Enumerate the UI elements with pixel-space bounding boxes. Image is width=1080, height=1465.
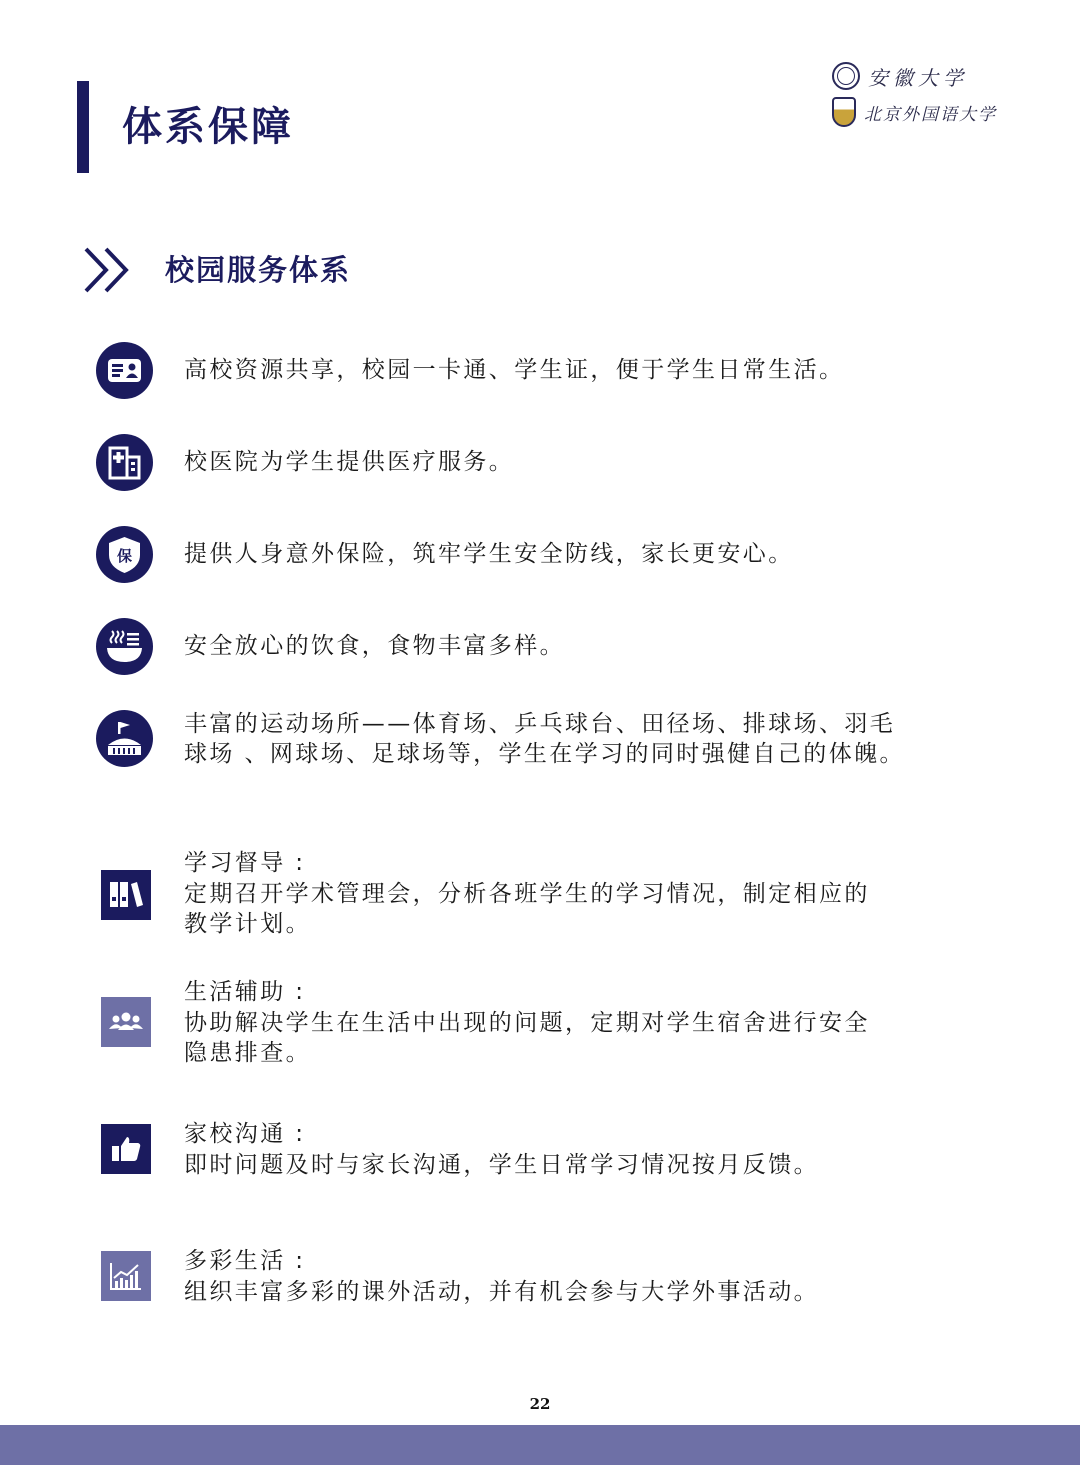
support-activities-heading: 多彩生活 : bbox=[184, 1248, 306, 1274]
logo-bfsu-text: 北京外国语大学 bbox=[864, 104, 997, 125]
footer-band bbox=[0, 1425, 1080, 1465]
title-accent-bar bbox=[77, 81, 89, 173]
double-chevron-icon bbox=[82, 245, 134, 295]
svg-text:保: 保 bbox=[116, 547, 133, 565]
support-study-line1: 定期召开学术管理会，分析各班学生的学习情况，制定相应的 bbox=[184, 880, 870, 907]
id-card-icon bbox=[96, 342, 153, 399]
service-item-insurance: 提供人身意外保险，筑牢学生安全防线，家长更安心。 bbox=[184, 541, 794, 567]
support-family-heading: 家校沟通 : bbox=[184, 1121, 306, 1147]
page-title: 体系保障 bbox=[122, 104, 294, 150]
support-study bbox=[184, 848, 984, 940]
books-icon bbox=[101, 870, 151, 920]
logo-bfsu bbox=[832, 94, 1012, 130]
seal-icon bbox=[832, 62, 860, 90]
support-life-line1: 协助解决学生在生活中出现的问题，定期对学生宿舍进行安全 bbox=[184, 1009, 870, 1036]
support-family-line1: 即时问题及时与家长沟通，学生日常学习情况按月反馈。 bbox=[184, 1151, 819, 1178]
support-activities bbox=[184, 1246, 984, 1307]
group-icon bbox=[101, 997, 151, 1047]
support-life-line2: 隐患排查。 bbox=[184, 1040, 311, 1066]
university-logos bbox=[832, 58, 1012, 130]
section-title: 校园服务体系 bbox=[165, 253, 352, 287]
stadium-icon bbox=[96, 710, 153, 767]
service-item-id-card: 高校资源共享，校园一卡通、学生证，便于学生日常生活。 bbox=[184, 357, 845, 383]
hospital-icon bbox=[96, 434, 153, 491]
support-study-line2: 教学计划。 bbox=[184, 911, 311, 937]
support-family bbox=[184, 1119, 984, 1180]
support-study-heading: 学习督导 : bbox=[184, 850, 306, 876]
shield-icon bbox=[832, 97, 856, 127]
service-item-sports-line2: 球场 、网球场、足球场等，学生在学习的同时强健自己的体魄。 bbox=[184, 741, 905, 767]
thumbs-up-icon bbox=[101, 1124, 151, 1174]
logo-anhui bbox=[832, 58, 1012, 94]
support-activities-line1: 组织丰富多彩的课外活动，并有机会参与大学外事活动。 bbox=[184, 1278, 819, 1305]
service-item-sports-line1: 丰富的运动场所——体育场、乒乓球台、田径场、排球场、羽毛 bbox=[184, 711, 896, 737]
support-life bbox=[184, 977, 984, 1069]
logo-anhui-text: 安徽大学 bbox=[868, 65, 968, 90]
service-item-food: 安全放心的饮食，食物丰富多样。 bbox=[184, 633, 565, 659]
page-number: 22 bbox=[529, 1395, 551, 1413]
service-item-sports bbox=[184, 709, 1004, 769]
food-bowl-icon bbox=[96, 618, 153, 675]
support-life-heading: 生活辅助 : bbox=[184, 979, 306, 1005]
trend-chart-icon bbox=[101, 1251, 151, 1301]
service-item-hospital: 校医院为学生提供医疗服务。 bbox=[184, 449, 515, 475]
insurance-shield-icon bbox=[96, 526, 153, 583]
